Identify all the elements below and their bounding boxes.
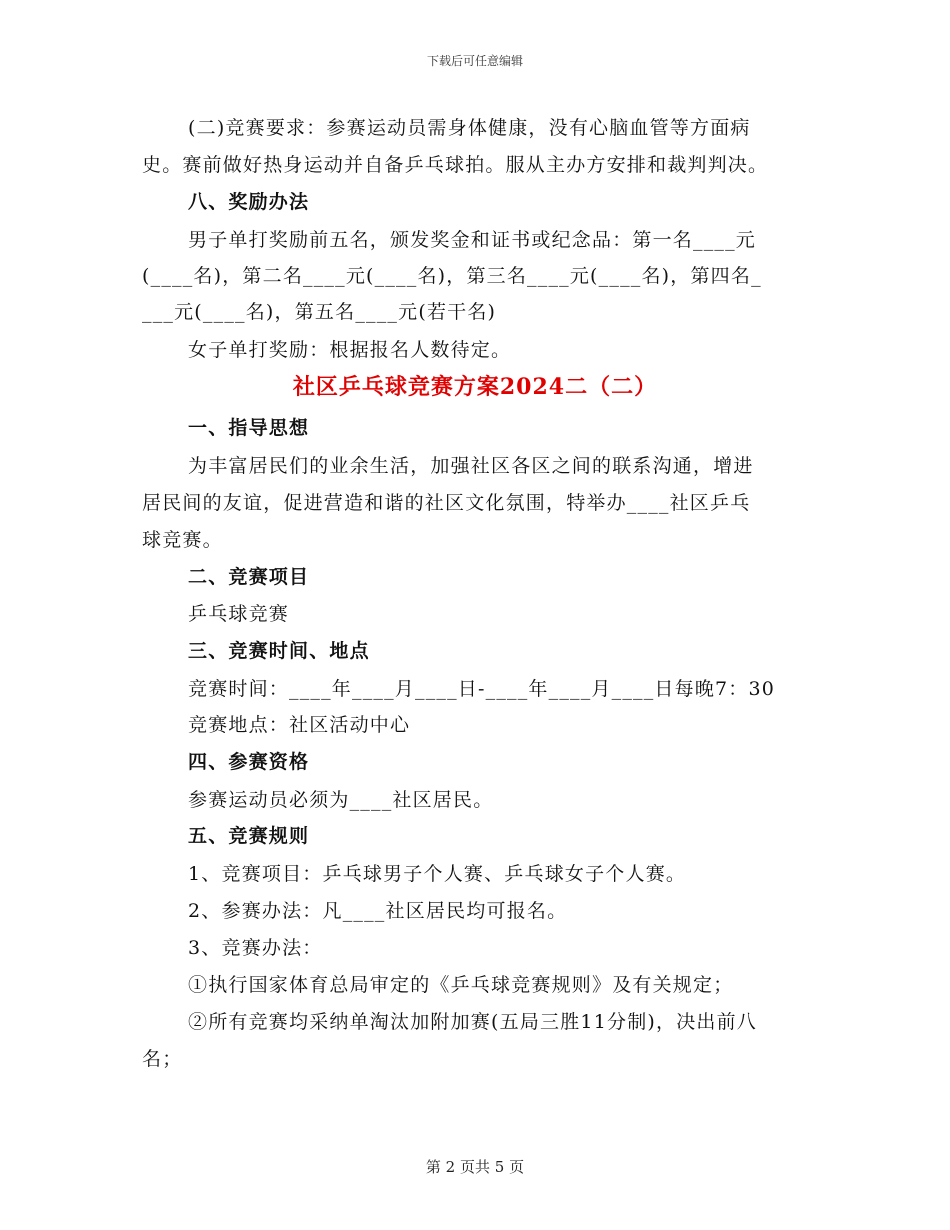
page-footer: 第 2 页共 5 页 <box>425 1158 525 1176</box>
paragraph-line: ①执行国家体育总局审定的《乒乓球竞赛规则》及有关规定； <box>188 974 734 996</box>
paragraph-line: 为丰富居民们的业余生活，加强社区各区之间的联系沟通，增进 <box>188 455 754 477</box>
paragraph-line: 2、参赛办法：凡____社区居民均可报名。 <box>188 900 568 922</box>
section-heading: 一、指导思想 <box>188 417 310 439</box>
paragraph-line: 史。赛前做好热身运动并自备乒乓球拍。服从主办方安排和裁判判决。 <box>142 154 769 176</box>
section-heading: 四、参赛资格 <box>188 751 310 773</box>
paragraph-line: ___元(____名)，第五名____元(若干名) <box>142 301 497 323</box>
paragraph-line: 竞赛地点：社区活动中心 <box>188 714 411 736</box>
paragraph-line: 名； <box>142 1048 183 1070</box>
paragraph-line: 男子单打奖励前五名，颁发奖金和证书或纪念品：第一名____元 <box>188 229 757 251</box>
paragraph-line: 乒乓球竞赛 <box>188 603 290 625</box>
section-heading: 八、奖励办法 <box>188 191 310 213</box>
document-title: 社区乒乓球竞赛方案2024二（二） <box>292 374 658 400</box>
paragraph-line: (____名)，第二名____元(____名)，第三名____元(____名)，第四名_ <box>142 265 762 287</box>
paragraph-line: 居民间的友谊，促进营造和谐的社区文化氛围，特举办____社区乒乓 <box>142 492 751 514</box>
paragraph-line: 女子单打奖励：根据报名人数待定。 <box>188 339 512 361</box>
section-heading: 五、竞赛规则 <box>188 825 310 847</box>
paragraph-line: 参赛运动员必须为____社区居民。 <box>188 789 494 811</box>
paragraph-line: 球竞赛。 <box>142 529 223 551</box>
paragraph-line: 3、竞赛办法： <box>188 937 323 959</box>
section-heading: 三、竞赛时间、地点 <box>188 640 370 662</box>
paragraph-line: ②所有竞赛均采纳单淘汰加附加赛(五局三胜11分制)，决出前八 <box>188 1011 758 1033</box>
paragraph-line: 竞赛时间：____年____月____日-____年____月____日每晚7：30 <box>188 678 776 700</box>
paragraph-line: (二)竞赛要求：参赛运动员需身体健康，没有心脑血管等方面病 <box>188 117 751 139</box>
paragraph-line: 1、竞赛项目：乒乓球男子个人赛、乒乓球女子个人赛。 <box>188 863 687 885</box>
page-header: 下载后可任意编辑 <box>426 54 523 68</box>
section-heading: 二、竞赛项目 <box>188 566 310 588</box>
